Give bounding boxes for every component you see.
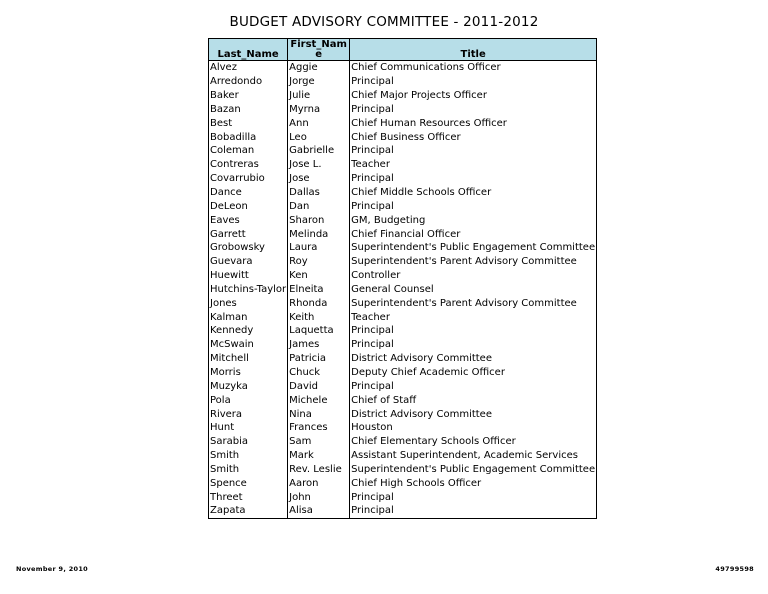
table-row bbox=[209, 476, 597, 490]
table-row bbox=[209, 172, 597, 186]
cell-title: Chief High Schools Officer bbox=[350, 476, 597, 490]
cell-last-name: Grobowsky bbox=[209, 241, 288, 255]
cell-title: Teacher bbox=[350, 310, 597, 324]
cell-first-name: James bbox=[288, 338, 350, 352]
cell-first-name: Gabrielle bbox=[288, 144, 350, 158]
cell-last-name: Pola bbox=[209, 393, 288, 407]
cell-title: Chief Financial Officer bbox=[350, 227, 597, 241]
cell-first-name: Keith bbox=[288, 310, 350, 324]
cell-title: Principal bbox=[350, 199, 597, 213]
cell-first-name: Julie bbox=[288, 89, 350, 103]
cell-first-name: Jose bbox=[288, 172, 350, 186]
footer-document-id: 49799598 bbox=[715, 565, 754, 573]
cell-title: Superintendent's Public Engagement Committee bbox=[351, 463, 596, 475]
cell-first-name: Myrna bbox=[288, 103, 350, 117]
table-row bbox=[209, 366, 597, 380]
cell-first-name: Elneita bbox=[288, 283, 350, 297]
footer-date: November 9, 2010 bbox=[16, 565, 88, 573]
cell-title: Chief Business Officer bbox=[350, 130, 597, 144]
cell-title: Chief Elementary Schools Officer bbox=[350, 435, 597, 449]
cell-last-name: Mitchell bbox=[209, 352, 288, 366]
cell-first-name: Rhonda bbox=[288, 296, 350, 310]
document-title: BUDGET ADVISORY COMMITTEE - 2011-2012 bbox=[229, 14, 539, 30]
cell-first-name: Melinda bbox=[288, 227, 350, 241]
table-row bbox=[209, 352, 597, 366]
table-row bbox=[209, 255, 597, 269]
table-row bbox=[209, 338, 597, 352]
cell-title: General Counsel bbox=[350, 283, 597, 297]
cell-first-name: Sharon bbox=[288, 213, 350, 227]
cell-first-name: Ken bbox=[288, 269, 350, 283]
cell-title: Principal bbox=[350, 379, 597, 393]
cell-last-name: Kalman bbox=[209, 310, 288, 324]
cell-title: Chief Middle Schools Officer bbox=[350, 186, 597, 200]
cell-first-name: Michele bbox=[288, 393, 350, 407]
cell-last-name: Garrett bbox=[209, 227, 288, 241]
cell-first-name: Leo bbox=[288, 130, 350, 144]
cell-first-name: Ann bbox=[288, 116, 350, 130]
table-row bbox=[209, 490, 597, 504]
header-last-name: Last_Name bbox=[209, 39, 288, 61]
cell-title: Controller bbox=[350, 269, 597, 283]
cell-title: Superintendent's Public Engagement Committee bbox=[351, 242, 596, 254]
cell-title: Chief Communications Officer bbox=[350, 61, 597, 75]
cell-title: Chief Human Resources Officer bbox=[350, 116, 597, 130]
cell-first-name: Alisa bbox=[288, 504, 350, 518]
cell-first-name: Mark bbox=[288, 449, 350, 463]
table-row bbox=[209, 186, 597, 200]
cell-title: Assistant Superintendent, Academic Services bbox=[350, 449, 597, 463]
cell-last-name: Contreras bbox=[209, 158, 288, 172]
cell-last-name: Sarabia bbox=[209, 435, 288, 449]
cell-last-name: Best bbox=[209, 116, 288, 130]
table-row bbox=[209, 241, 597, 255]
table-row bbox=[209, 213, 597, 227]
cell-first-name: Jose L. bbox=[288, 158, 350, 172]
cell-title: Superintendent's Parent Advisory Committee bbox=[350, 296, 597, 310]
cell-first-name: Roy bbox=[288, 255, 350, 269]
cell-first-name: Dallas bbox=[288, 186, 350, 200]
cell-first-name: David bbox=[288, 379, 350, 393]
table-row bbox=[209, 130, 597, 144]
cell-first-name: Frances bbox=[288, 421, 350, 435]
cell-last-name: Smith bbox=[209, 449, 288, 463]
table-row bbox=[209, 269, 597, 283]
table-row bbox=[209, 116, 597, 130]
cell-last-name: Morris bbox=[209, 366, 288, 380]
cell-first-name: Laura bbox=[288, 241, 350, 255]
cell-last-name: McSwain bbox=[209, 338, 288, 352]
table-row bbox=[209, 324, 597, 338]
cell-last-name: Baker bbox=[209, 89, 288, 103]
cell-title: District Advisory Committee bbox=[350, 352, 597, 366]
table-row bbox=[209, 144, 597, 158]
cell-last-name: DeLeon bbox=[209, 199, 288, 213]
table-row bbox=[209, 89, 597, 103]
cell-last-name: Kennedy bbox=[209, 324, 288, 338]
cell-title: Principal bbox=[350, 504, 597, 518]
cell-last-name: Spence bbox=[209, 476, 288, 490]
table-row bbox=[209, 227, 597, 241]
cell-title: Principal bbox=[350, 103, 597, 117]
committee-roster-table bbox=[208, 38, 597, 519]
cell-title: District Advisory Committee bbox=[350, 407, 597, 421]
cell-last-name: Dance bbox=[209, 186, 288, 200]
cell-title: Principal bbox=[350, 338, 597, 352]
cell-title: Principal bbox=[350, 172, 597, 186]
cell-title: Teacher bbox=[350, 158, 597, 172]
cell-last-name: Arredondo bbox=[209, 75, 288, 89]
cell-first-name: Patricia bbox=[288, 352, 350, 366]
table-row bbox=[209, 462, 597, 476]
cell-last-name: Guevara bbox=[209, 255, 288, 269]
cell-last-name: Threet bbox=[209, 490, 288, 504]
cell-first-name: Aaron bbox=[288, 476, 350, 490]
header-title: Title bbox=[350, 39, 597, 61]
table-row bbox=[209, 504, 597, 518]
cell-title: Principal bbox=[350, 75, 597, 89]
cell-first-name: Chuck bbox=[288, 366, 350, 380]
cell-last-name: Smith bbox=[209, 462, 288, 476]
cell-first-name: Nina bbox=[288, 407, 350, 421]
table-row bbox=[209, 435, 597, 449]
table-row bbox=[209, 103, 597, 117]
table-row bbox=[209, 449, 597, 463]
cell-title: Deputy Chief Academic Officer bbox=[350, 366, 597, 380]
header-first-name: First_Name bbox=[288, 39, 350, 61]
table-row bbox=[209, 310, 597, 324]
table-row bbox=[209, 379, 597, 393]
table-row bbox=[209, 296, 597, 310]
cell-last-name: Hutchins-Taylor bbox=[210, 283, 287, 295]
cell-last-name: Bobadilla bbox=[209, 130, 288, 144]
cell-title: GM, Budgeting bbox=[350, 213, 597, 227]
cell-last-name: Rivera bbox=[209, 407, 288, 421]
cell-title: Superintendent's Parent Advisory Committee bbox=[350, 255, 597, 269]
table-row bbox=[209, 61, 597, 75]
table-row bbox=[209, 199, 597, 213]
cell-title: Principal bbox=[350, 324, 597, 338]
cell-last-name: Zapata bbox=[209, 504, 288, 518]
cell-first-name: Rev. Leslie bbox=[288, 462, 350, 476]
cell-first-name: Jorge bbox=[288, 75, 350, 89]
cell-title: Chief Major Projects Officer bbox=[350, 89, 597, 103]
table-body bbox=[209, 61, 597, 519]
cell-first-name: Laquetta bbox=[288, 324, 350, 338]
cell-title: Principal bbox=[350, 144, 597, 158]
table-row bbox=[209, 407, 597, 421]
table-row bbox=[209, 75, 597, 89]
cell-last-name: Bazan bbox=[209, 103, 288, 117]
cell-title: Principal bbox=[350, 490, 597, 504]
table-row bbox=[209, 283, 597, 297]
cell-last-name: Coleman bbox=[209, 144, 288, 158]
table-row bbox=[209, 158, 597, 172]
cell-last-name: Huewitt bbox=[209, 269, 288, 283]
table-row bbox=[209, 393, 597, 407]
cell-last-name: Covarrubio bbox=[209, 172, 288, 186]
cell-first-name: Sam bbox=[288, 435, 350, 449]
cell-last-name: Eaves bbox=[209, 213, 288, 227]
cell-last-name: Hunt bbox=[209, 421, 288, 435]
cell-first-name: John bbox=[288, 490, 350, 504]
cell-first-name: Dan bbox=[288, 199, 350, 213]
cell-last-name: Jones bbox=[209, 296, 288, 310]
cell-last-name: Alvez bbox=[209, 61, 288, 75]
cell-last-name: Muzyka bbox=[209, 379, 288, 393]
cell-title: Houston bbox=[350, 421, 597, 435]
cell-first-name: Aggie bbox=[288, 61, 350, 75]
cell-title: Chief of Staff bbox=[350, 393, 597, 407]
table-header-row bbox=[209, 39, 597, 61]
table-row bbox=[209, 421, 597, 435]
